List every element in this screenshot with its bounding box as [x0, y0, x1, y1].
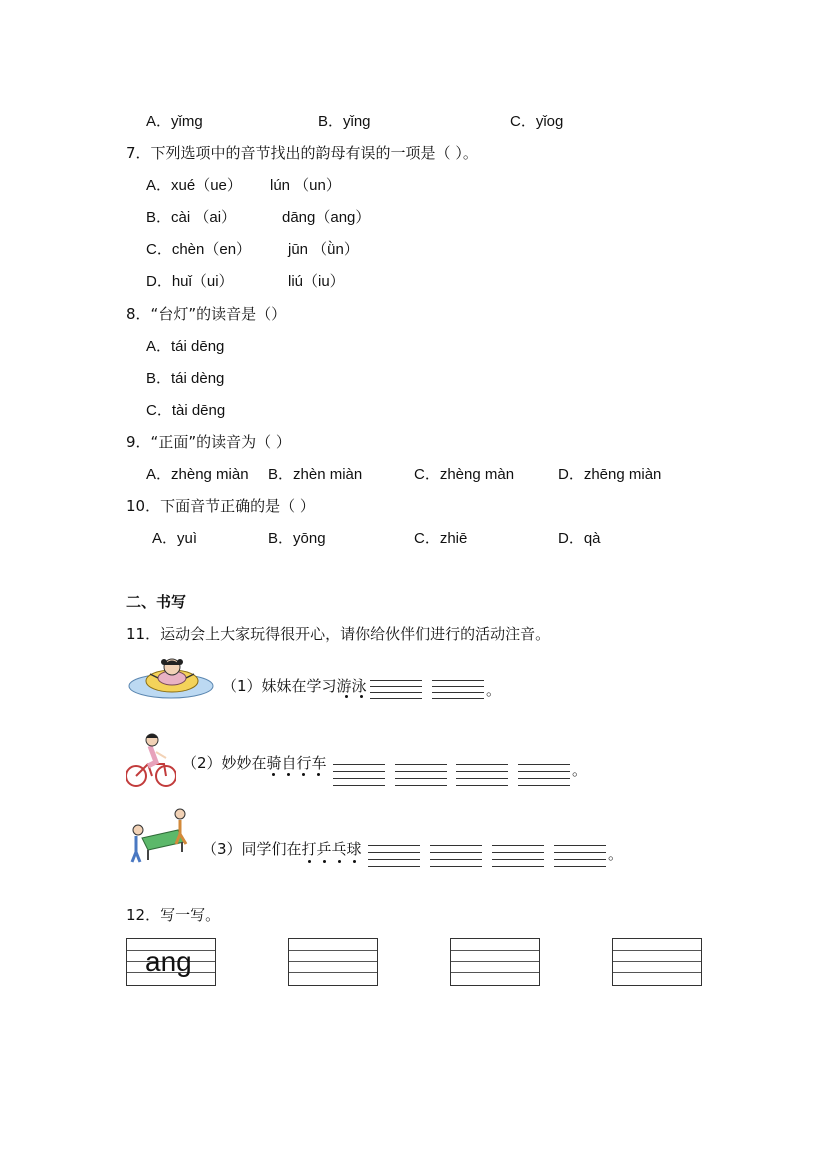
q9-option-a: A．zhèng miàn	[146, 466, 249, 483]
pinyin-writing-lines[interactable]	[395, 764, 447, 782]
q7-option-c-extra: jūn （ǜn）	[288, 241, 359, 258]
pinyin-writing-lines[interactable]	[432, 680, 484, 698]
emphasis-dot	[353, 860, 356, 863]
q8-option-b: B．tái dèng	[146, 370, 225, 387]
emphasis-dot	[317, 773, 320, 776]
q9-option-b: B．zhèn miàn	[268, 466, 363, 483]
pinyin-writing-lines[interactable]	[492, 845, 544, 863]
pinyin-writing-lines[interactable]	[554, 845, 606, 863]
q9-option-d: D．zhēng miàn	[558, 466, 662, 483]
q7-option-a: A．xué（ue）	[146, 177, 242, 194]
writing-box[interactable]	[612, 938, 702, 986]
emphasis-dot	[272, 773, 275, 776]
q8-stem: 8．“台灯”的读音是（）	[126, 305, 287, 323]
q11-item1-text: （1）妹妹在学习游泳	[222, 677, 367, 695]
pinyin-writing-lines[interactable]	[333, 764, 385, 782]
pinyin-writing-lines[interactable]	[518, 764, 570, 782]
q11-item3-end: 。	[608, 845, 624, 863]
sample-pinyin-ang: ang	[145, 946, 192, 977]
section-title: 二、书写	[126, 593, 187, 611]
table-tennis-kids-illustration	[128, 808, 194, 866]
emphasis-dot	[338, 860, 341, 863]
q10-option-c: C．zhiē	[414, 530, 468, 547]
swimming-girl-illustration	[128, 654, 214, 700]
q7-option-d: D．huǐ（ui）	[146, 273, 234, 290]
q9-option-c: C．zhèng màn	[414, 466, 515, 483]
q11-stem: 11．运动会上大家玩得很开心，请你给伙伴们进行的活动注音。	[126, 625, 551, 643]
emphasis-dot	[323, 860, 326, 863]
emphasis-dot	[345, 695, 348, 698]
q7-option-d-extra: liú（iu）	[288, 273, 345, 290]
q7-stem: 7．下列选项中的音节找出的韵母有误的一项是（ ）。	[126, 144, 478, 162]
pinyin-writing-lines[interactable]	[370, 680, 422, 698]
q8-option-a: A．tái dēng	[146, 338, 225, 355]
q11-item3-text: （3）同学们在打乒乓球	[202, 840, 362, 858]
q11-item1-end: 。	[486, 681, 502, 699]
emphasis-dot	[308, 860, 311, 863]
writing-box[interactable]	[450, 938, 540, 986]
pinyin-writing-lines[interactable]	[456, 764, 508, 782]
q6-option-c: C．yǐog	[510, 113, 564, 130]
q7-option-a-extra: lún （un）	[270, 177, 341, 194]
pinyin-writing-lines[interactable]	[368, 845, 420, 863]
q11-item2-end: 。	[572, 761, 588, 779]
q6-option-a: A．yǐmg	[146, 113, 203, 130]
q7-option-b: B．cài （ai）	[146, 209, 237, 226]
q10-option-d: D．qà	[558, 530, 601, 547]
q8-option-c: C．tài dēng	[146, 402, 226, 419]
q12-stem: 12．写一写。	[126, 906, 221, 924]
writing-box-sample	[126, 938, 216, 986]
cycling-girl-illustration	[126, 730, 176, 788]
q10-option-a: A．yuì	[152, 530, 198, 547]
pinyin-writing-lines[interactable]	[430, 845, 482, 863]
emphasis-dot	[360, 695, 363, 698]
q6-option-b: B．yǐng	[318, 113, 371, 130]
q10-stem: 10．下面音节正确的是（ ）	[126, 497, 315, 515]
q9-stem: 9．“正面”的读音为（ ）	[126, 433, 291, 451]
writing-box[interactable]	[288, 938, 378, 986]
q7-option-c: C．chèn（en）	[146, 241, 252, 258]
q7-option-b-extra: dāng（ang）	[282, 209, 371, 226]
emphasis-dot	[287, 773, 290, 776]
q10-option-b: B．yōng	[268, 530, 326, 547]
q11-item2-text: （2）妙妙在骑自行车	[182, 754, 327, 772]
emphasis-dot	[302, 773, 305, 776]
